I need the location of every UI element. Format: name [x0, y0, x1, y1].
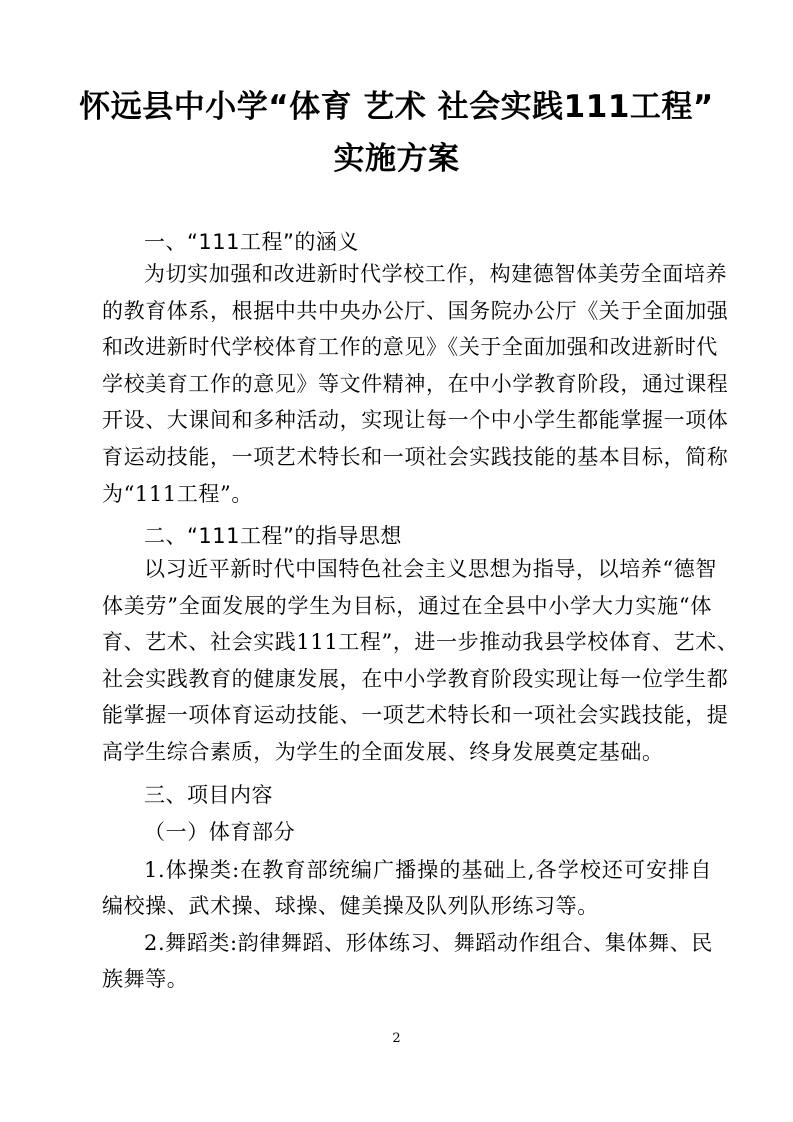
section-1-line: 学校美育工作的意见》等文件精神，在中小学教育阶段，通过课程 [102, 372, 729, 396]
section-2-line: 体美劳”全面发展的学生为目标，通过在全县中小学大力实施“体 [102, 594, 712, 618]
section-1-line: 的教育体系，根据中共中央办公厅、国务院办公厅《关于全面加强 [102, 299, 729, 323]
section-2-heading: 二、“111工程”的指导思想 [144, 524, 402, 548]
section-1-line: 开设、大课间和多种活动，实现让每一个中小学生都能掌握一项体 [102, 408, 729, 432]
section-3-line: 2.舞蹈类:韵律舞蹈、形体练习、舞蹈动作组合、集体舞、民 [144, 931, 713, 955]
section-2-line: 高学生综合素质，为学生的全面发展、终身发展奠定基础。 [102, 740, 664, 764]
section-3-line: 族舞等。 [102, 967, 189, 991]
page-number: 2 [392, 1031, 401, 1046]
section-1-line: 为切实加强和改进新时代学校工作，构建德智体美劳全面培养 [144, 262, 728, 286]
section-1-heading: 一、“111工程”的涵义 [144, 230, 359, 254]
document-title-line-2: 实施方案 [333, 141, 460, 177]
section-1-line: 和改进新时代学校体育工作的意见》《关于全面加强和改进新时代 [102, 335, 718, 359]
document-title-line-1: 怀远县中小学“体育 艺术 社会实践111工程” [79, 89, 714, 125]
section-2-line: 能掌握一项体育运动技能、一项艺术特长和一项社会实践技能，提 [102, 703, 729, 727]
section-2-line: 社会实践教育的健康发展，在中小学教育阶段实现让每一位学生都 [102, 667, 729, 691]
section-2-line: 育、艺术、社会实践111工程”，进一步推动我县学校体育、艺术、 [102, 630, 739, 654]
section-1-line: 为“111工程”。 [102, 482, 253, 506]
section-3-line: 1.体操类:在教育部统编广播操的基础上,各学校还可安排自 [144, 858, 712, 882]
section-3-heading: 三、项目内容 [144, 783, 273, 807]
section-3-subheading: （一）体育部分 [144, 820, 296, 844]
section-2-line: 以习近平新时代中国特色社会主义思想为指导，以培养“德智 [144, 557, 717, 581]
section-1-line: 育运动技能，一项艺术特长和一项社会实践技能的基本目标，简称 [102, 445, 729, 469]
section-3-line: 编校操、武术操、球操、健美操及队列队形练习等。 [102, 894, 599, 918]
